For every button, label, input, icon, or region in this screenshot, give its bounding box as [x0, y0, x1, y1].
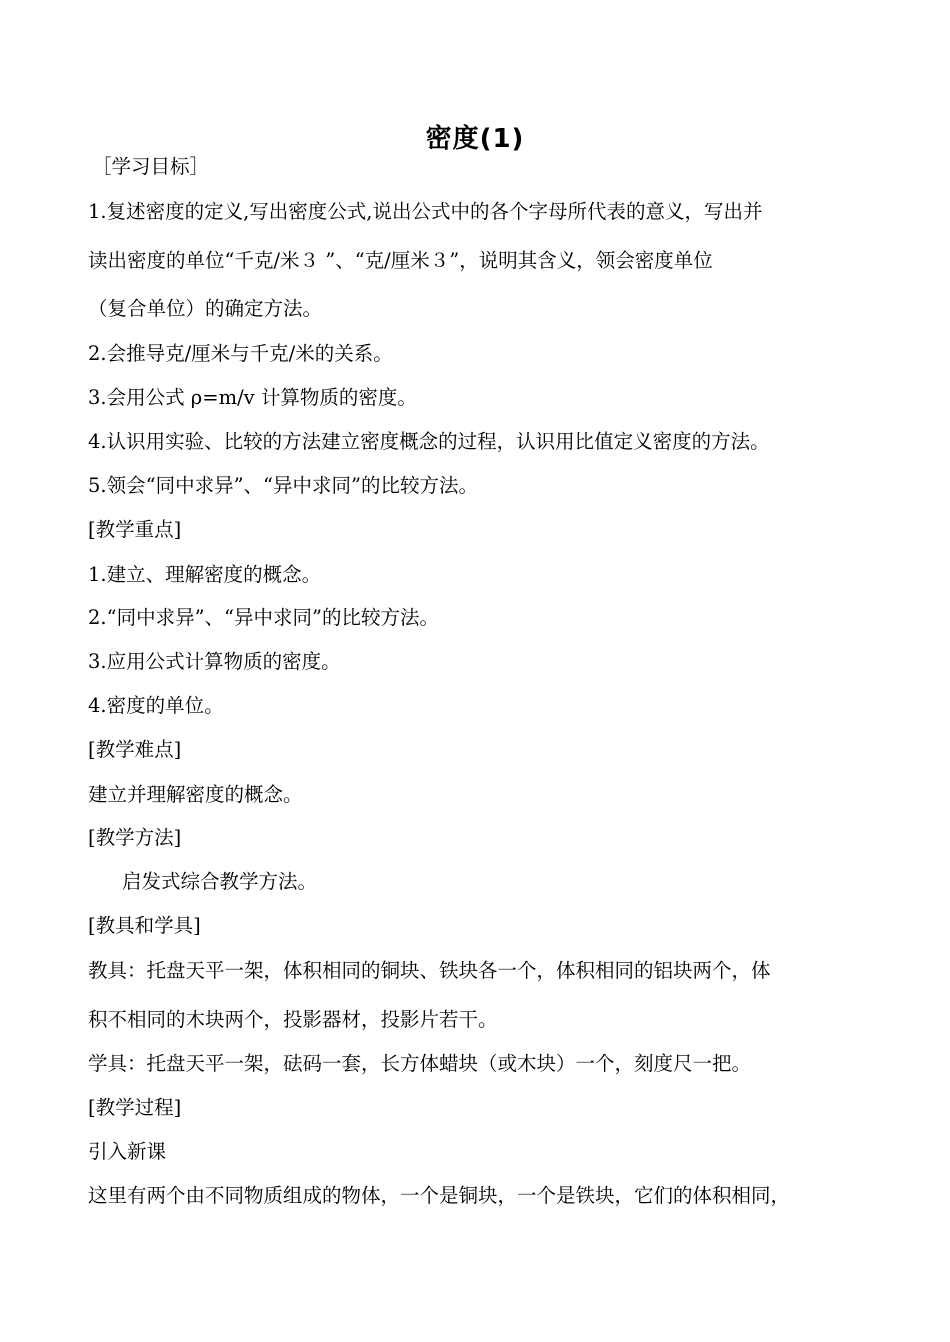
text-line: 4.认识用实验、比较的方法建立密度概念的过程，认识用比值定义密度的方法。 — [88, 430, 770, 453]
text-line: 启发式综合教学方法。 — [122, 870, 318, 893]
text-line: 这里有两个由不同物质组成的物体，一个是铜块，一个是铁块，它们的体积相同， — [88, 1184, 791, 1207]
section-heading-process: [教学过程] — [88, 1096, 182, 1119]
text-line: 5.领会“同中求异”、“异中求同”的比较方法。 — [88, 474, 478, 497]
text-line: 引入新课 — [88, 1140, 167, 1163]
text-line: 1.建立、理解密度的概念。 — [88, 563, 322, 586]
text-line: 建立并理解密度的概念。 — [88, 783, 303, 806]
text-line: 2.“同中求异”、“异中求同”的比较方法。 — [88, 606, 439, 629]
text-line: 读出密度的单位“千克/米３ ”、“克/厘米３”，说明其含义，领会密度单位 — [88, 249, 713, 272]
text-line: 1.复述密度的定义,写出密度公式,说出公式中的各个字母所代表的意义，写出并 — [88, 200, 763, 223]
section-heading-key-points: [教学重点] — [88, 518, 182, 541]
text-line: 3.应用公式计算物质的密度。 — [88, 650, 341, 673]
text-line: 学具：托盘天平一架，砝码一套，长方体蜡块（或木块）一个，刻度尺一把。 — [88, 1052, 752, 1075]
text-line: 2.会推导克/厘米与千克/米的关系。 — [88, 342, 393, 365]
text-line: 3.会用公式 ρ=m/v 计算物质的密度。 — [88, 386, 417, 409]
page-title: 密度(1) — [425, 124, 525, 154]
text-line: （复合单位）的确定方法。 — [88, 297, 323, 320]
text-line: 4.密度的单位。 — [88, 694, 224, 717]
section-heading-materials: [教具和学具] — [88, 914, 201, 937]
section-heading-learning-goals: ［学习目标］ — [92, 155, 210, 178]
text-line: 积不相同的木块两个，投影器材，投影片若干。 — [88, 1008, 498, 1031]
section-heading-difficulties: [教学难点] — [88, 738, 182, 761]
text-line: 教具：托盘天平一架，体积相同的铜块、铁块各一个，体积相同的铝块两个，体 — [88, 959, 771, 982]
section-heading-methods: [教学方法] — [88, 826, 182, 849]
